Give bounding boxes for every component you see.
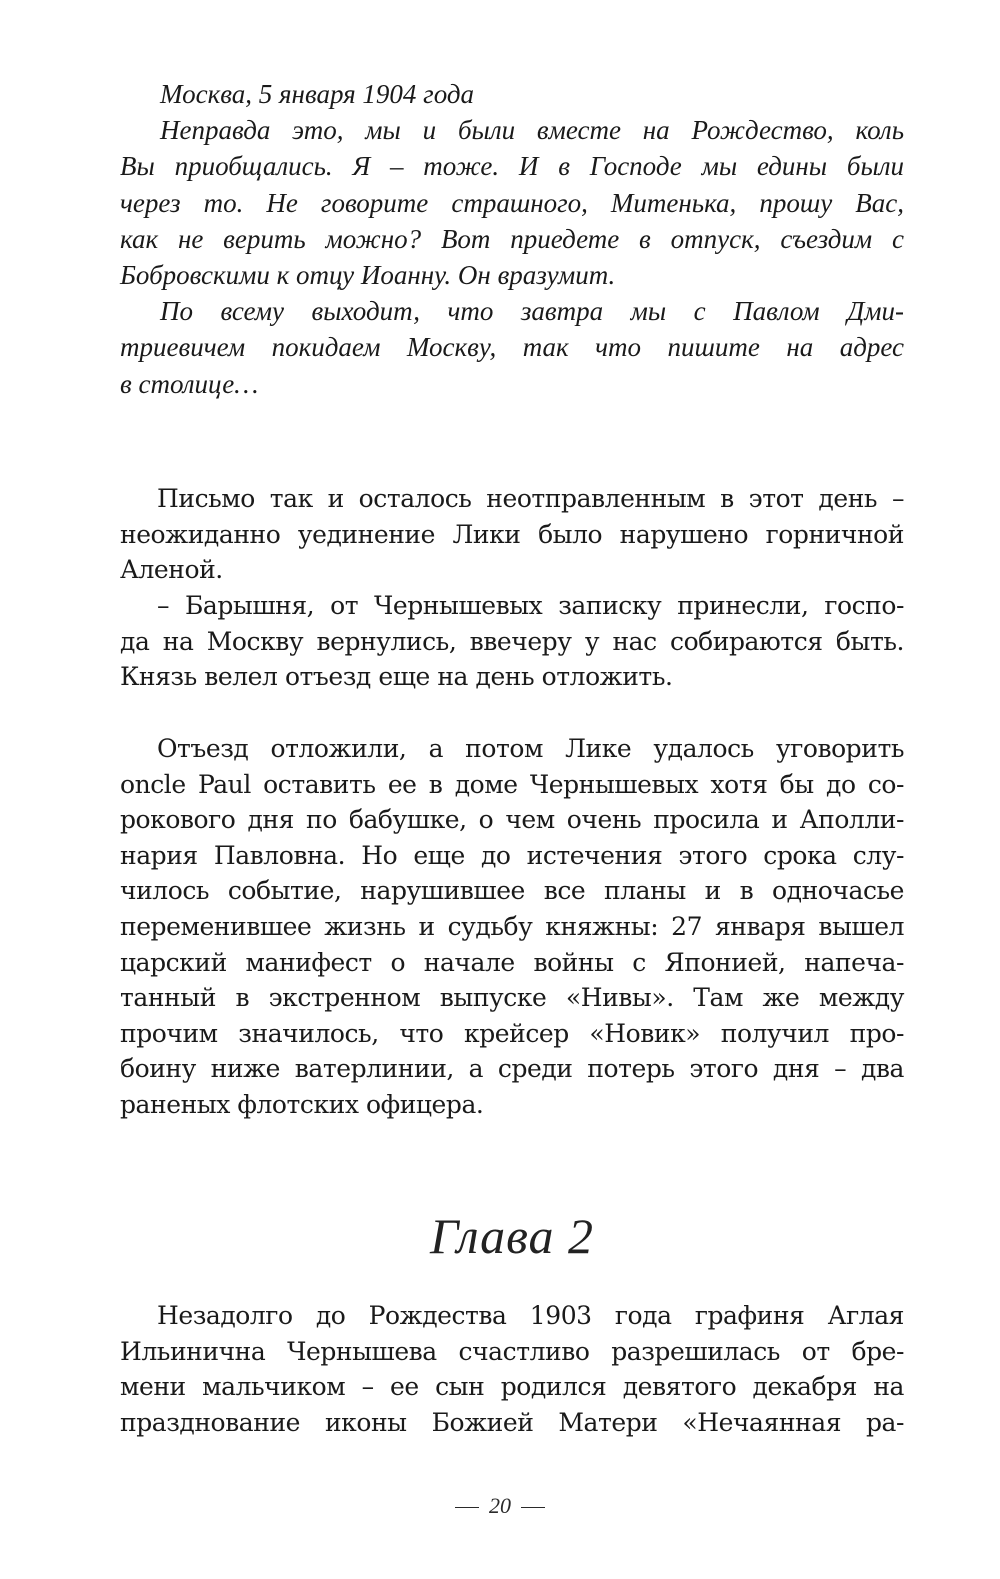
letter-line: в столице… (120, 368, 259, 399)
text-line: Незадолго до Рождества 1903 года графиня Аглая (157, 1301, 904, 1330)
text-line: переменившее жизнь и судьбу княжны: 27 января вышел (120, 911, 904, 941)
letter-block (120, 76, 904, 402)
text-line: Аленой. (120, 555, 223, 585)
text-line: празднование иконы Божией Матери «Нечаянная ра- (120, 1407, 904, 1437)
text-line: Ильинична Чернышева счастливо разрешилась от бре- (120, 1336, 904, 1366)
letter-line: Бобровскими к отцу Иоанну. Он вразумит. (120, 260, 616, 291)
text-line: – Барышня, от Чернышевых записку принесли, госпо- (157, 591, 904, 620)
paragraph-3 (120, 731, 904, 1123)
letter-line: По всему выходит, что завтра мы с Павлом Дми- (160, 296, 904, 327)
text-line: боину ниже ватерлинии, а среди потерь этого дня – два (120, 1054, 904, 1084)
letter-line: как не верить можно? Вот приедете в отпуск, съездим с (120, 223, 904, 254)
text-line: неожиданно уединение Лики было нарушено горничной (120, 519, 904, 549)
paragraph-1 (120, 481, 904, 588)
text-line: рокового дня по бабушке, о чем очень просила и Аполли- (120, 805, 904, 835)
letter-line: Вы приобщались. Я – тоже. И в Господе мы едины были (120, 151, 904, 182)
text-line: раненых флотских офицера. (120, 1089, 484, 1119)
text-line: мени мальчиком – ее сын родился девятого декабря на (120, 1372, 904, 1402)
text-line: да на Москву вернулись, ввечеру у нас собираются быть. (120, 626, 904, 656)
text-line: oncle Paul оставить ее в доме Чернышевых хотя бы до со- (120, 769, 904, 799)
paragraph-2-dialogue (120, 588, 904, 695)
letter-line: Неправда это, мы и были вместе на Рождество, коль (160, 115, 904, 146)
paragraph-4 (120, 1298, 904, 1440)
text-line: чилось событие, нарушившее все планы и в одночасье (120, 876, 904, 906)
text-line: нария Павловна. Но еще до истечения этого срока слу- (120, 840, 904, 870)
chapter-title: Глава 2 (429, 1208, 595, 1264)
folio-dash-right (521, 1507, 545, 1508)
page-number-footer (0, 1492, 1000, 1520)
text-line: Князь велел отъезд еще на день отложить. (120, 662, 673, 692)
text-line: танный в экстренном выпуске «Нивы». Там же между (120, 983, 904, 1013)
text-line: Письмо так и осталось неотправленным в этот день – (157, 484, 904, 513)
letter-line: триевичем покидаем Москву, так что пишите на адрес (120, 332, 904, 363)
text-line: царский манифест о начале войны с Японией, напеча- (120, 947, 904, 977)
text-line: прочим значилось, что крейсер «Новик» получил про- (120, 1018, 904, 1048)
folio-dash-left (455, 1507, 479, 1508)
letter-line: через то. Не говорите страшного, Митенька, прошу Вас, (120, 187, 904, 218)
letter-dateline: Москва, 5 января 1904 года (160, 79, 475, 109)
page-number: 20 (489, 1493, 511, 1518)
text-line: Отъезд отложили, а потом Лике удалось уговорить (157, 734, 904, 763)
